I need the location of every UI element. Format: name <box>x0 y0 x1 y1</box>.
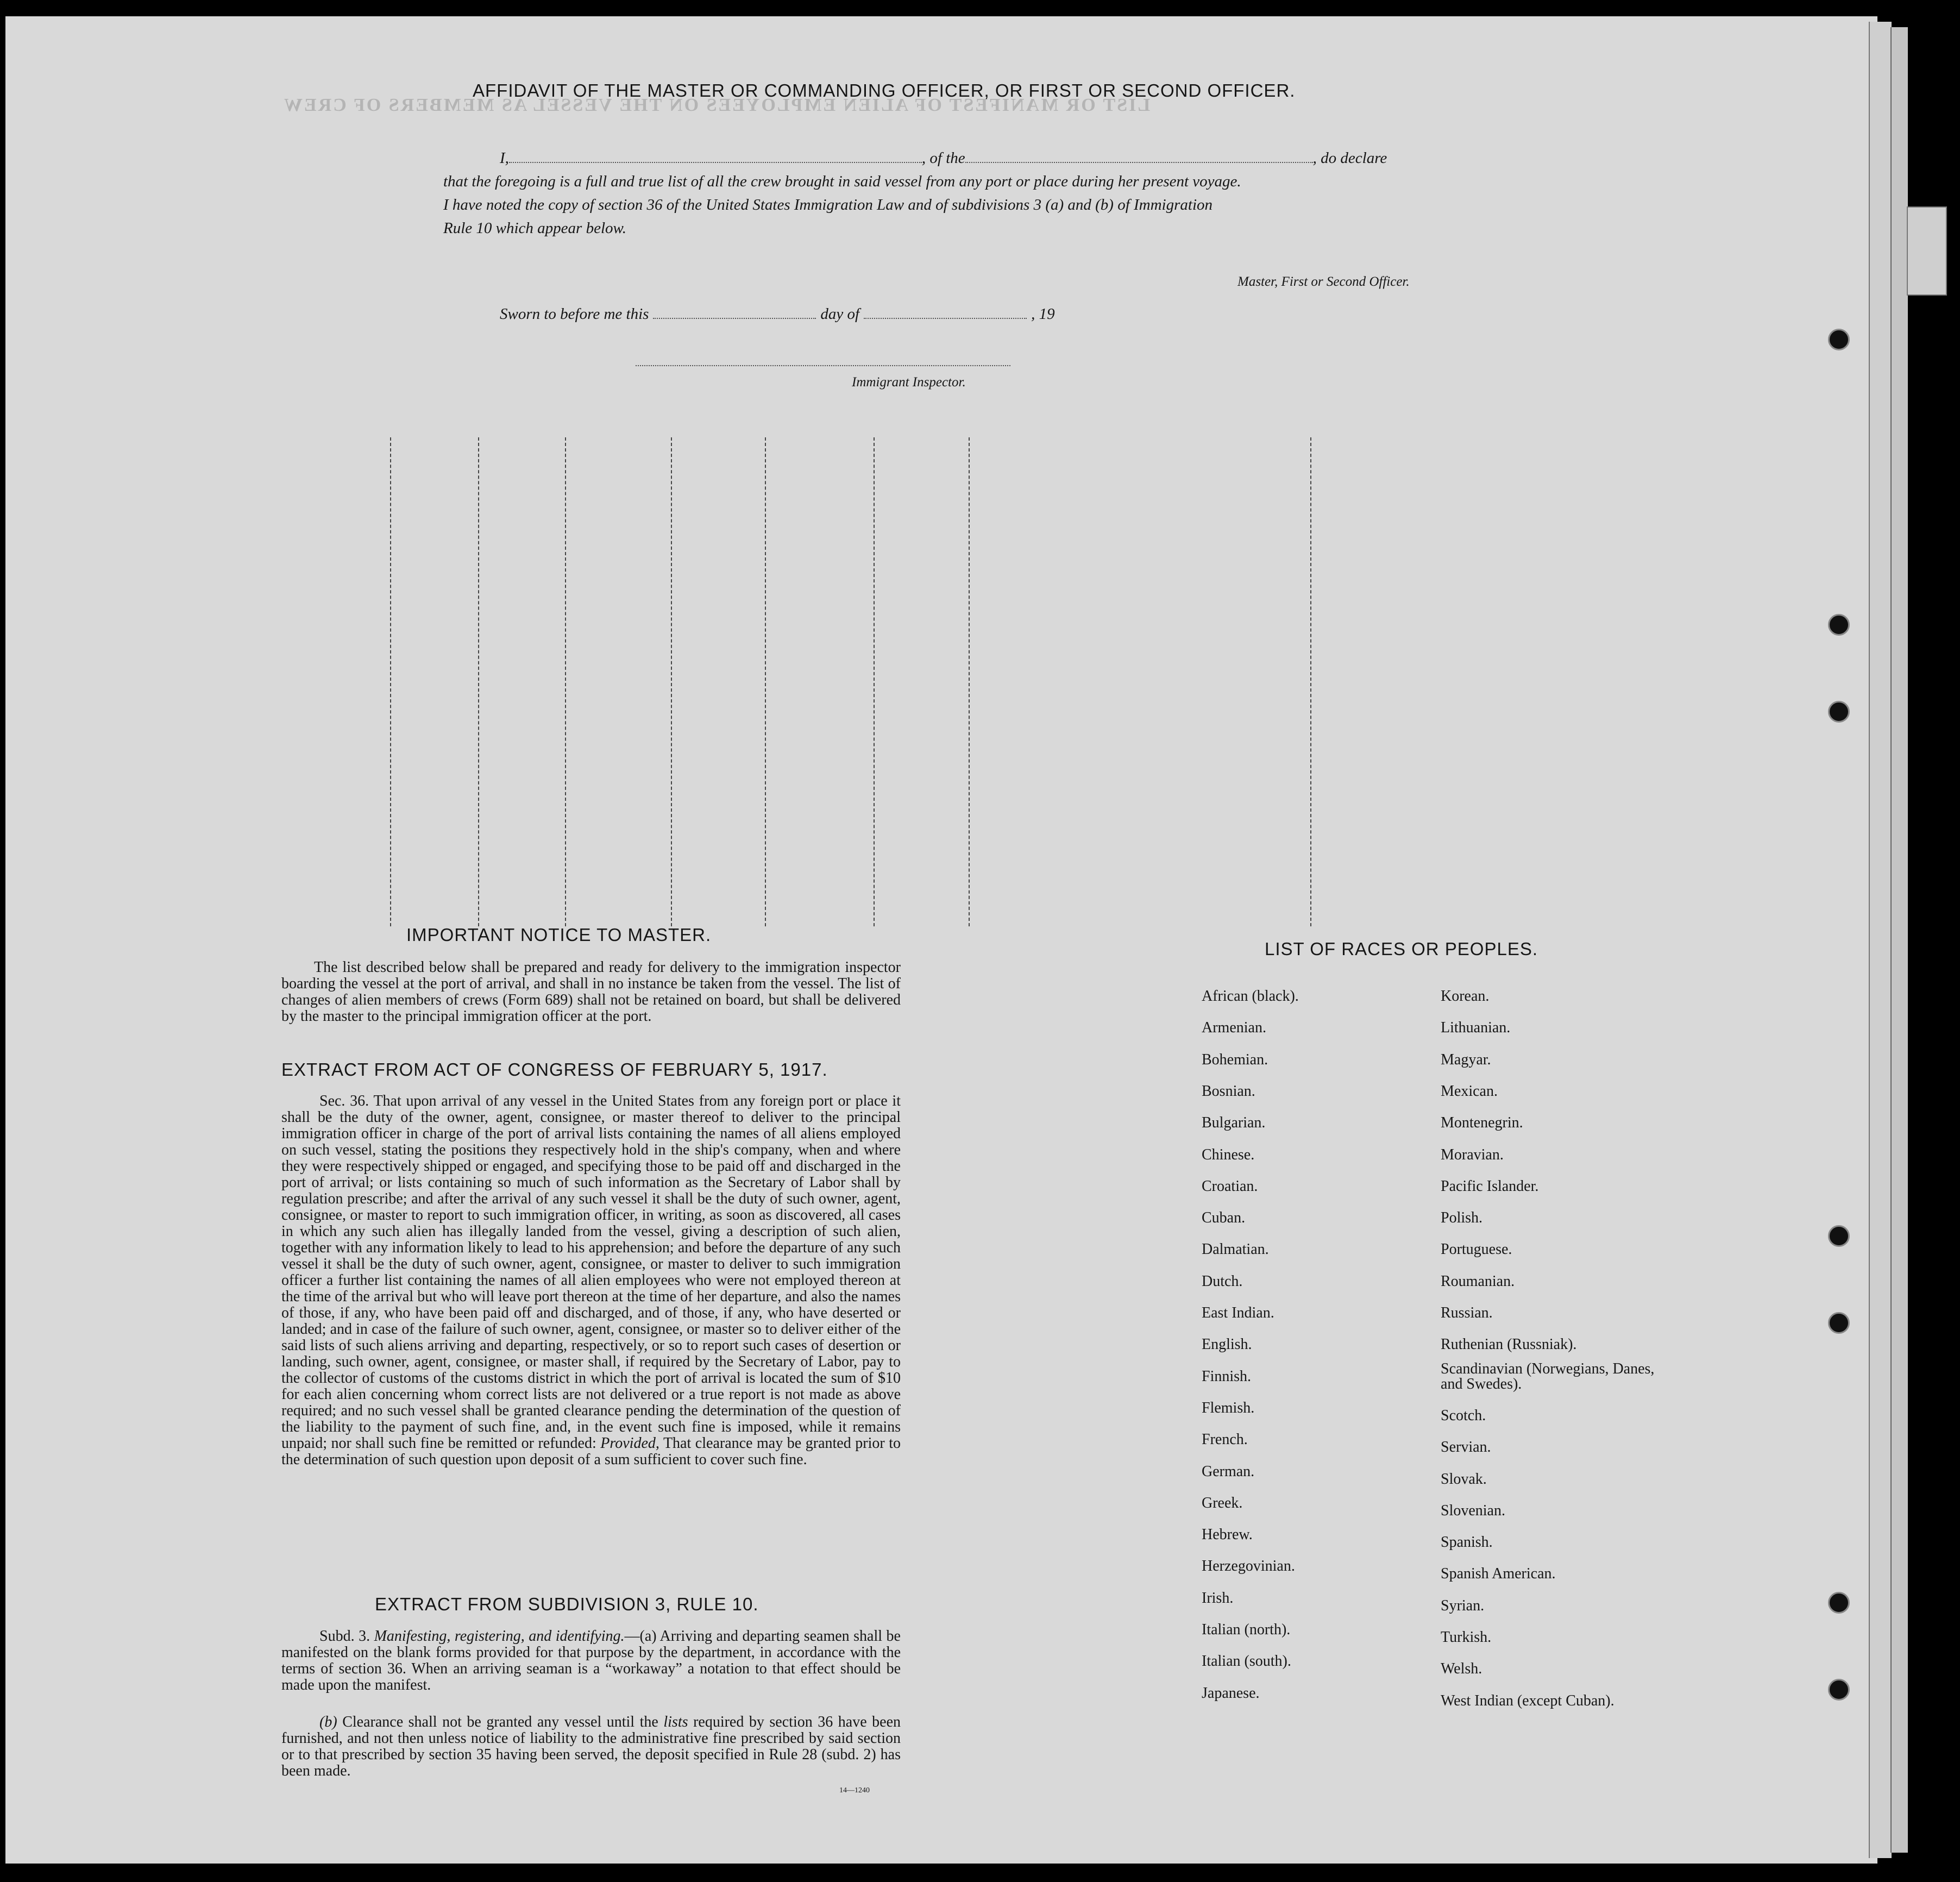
race-item: Spanish. <box>1441 1534 1493 1551</box>
affidavit-line-3: I have noted the copy of section 36 of the United States Immigration Law and of subdivisions 3 (a) and (b) of Immigration <box>443 196 1213 214</box>
race-item: Scandinavian (Norwegians, Danes, and Swedes). <box>1441 1360 1655 1392</box>
race-item: Pacific Islander. <box>1441 1177 1539 1195</box>
binder-hole <box>1828 1679 1850 1701</box>
act-heading: EXTRACT FROM ACT OF CONGRESS OF FEBRUARY 5, 1917. <box>281 1059 828 1080</box>
race-item: Croatian. <box>1202 1177 1258 1195</box>
subd-b-lists: lists <box>663 1714 688 1730</box>
race-item: Italian (south). <box>1202 1653 1291 1670</box>
column-line <box>969 437 971 926</box>
binder-hole <box>1828 1592 1850 1614</box>
race-item: Slovak. <box>1441 1470 1487 1488</box>
column-line <box>478 437 480 926</box>
race-item: Slovenian. <box>1441 1502 1505 1519</box>
races-heading: LIST OF RACES OR PEOPLES. <box>1265 939 1538 959</box>
document-page <box>5 16 1877 1864</box>
binder-hole <box>1828 701 1850 723</box>
name-blank[interactable] <box>509 162 922 163</box>
race-item: Scotch. <box>1441 1407 1486 1424</box>
race-item: Greek. <box>1202 1494 1243 1511</box>
year-text: , 19 <box>1031 305 1055 323</box>
column-line <box>765 437 767 926</box>
race-item: West Indian (except Cuban). <box>1441 1692 1615 1709</box>
column-line <box>1310 437 1312 926</box>
race-item: Dalmatian. <box>1202 1241 1269 1258</box>
page-tab <box>1907 206 1947 296</box>
race-item: Bosnian. <box>1202 1082 1255 1100</box>
race-item: Turkish. <box>1441 1629 1492 1646</box>
form-number: 14—1240 <box>839 1786 870 1795</box>
race-item: Moravian. <box>1441 1146 1504 1163</box>
subd-label: Subd. 3. <box>319 1628 370 1645</box>
race-item: Herzegovinian. <box>1202 1558 1295 1575</box>
notice-text: The list described below shall be prepared and ready for delivery to the immigration inspector boarding the vessel at the port of arrival, and shall in no instance be taken from the vessel. The list of changes of alien members of crews (Form 689) shall not be retained on board, but shall be delivered by the master to the principal immigration officer at the port. <box>281 959 901 1025</box>
race-item: East Indian. <box>1202 1304 1274 1321</box>
binder-hole <box>1828 329 1850 350</box>
page-edge <box>1869 22 1892 1858</box>
proviso-word: Provided, <box>600 1435 659 1452</box>
race-item: Italian (north). <box>1202 1621 1291 1638</box>
affidavit-line-1 <box>500 149 1387 167</box>
inspector-signature-blank[interactable] <box>636 365 1010 366</box>
bleed-through: LIST OR MANIFEST OF ALIEN EMPLOYEES ON THE VESSEL AS MEMBERS OF CREW <box>282 95 1151 115</box>
inspector-label: Immigrant Inspector. <box>852 375 966 390</box>
race-item: Lithuanian. <box>1441 1019 1511 1037</box>
affidavit-of-the: , of the <box>921 149 965 167</box>
race-item: Chinese. <box>1202 1146 1255 1163</box>
subd-b-text-1: Clearance shall not be granted any vessel until the <box>342 1714 658 1730</box>
race-item: English. <box>1202 1336 1252 1353</box>
column-line <box>671 437 673 926</box>
race-item: Russian. <box>1441 1304 1493 1321</box>
race-item: Hebrew. <box>1202 1526 1253 1544</box>
sworn-text: Sworn to before me this <box>500 305 649 323</box>
race-item: Armenian. <box>1202 1019 1266 1037</box>
race-item: Ruthenian (Russniak). <box>1441 1336 1577 1353</box>
proviso-text: That clearance may be granted prior to the determination of such question upon deposit of a sum sufficient to cover such fine. <box>281 1435 901 1468</box>
subd-title: Manifesting, registering, and identifying. <box>374 1628 625 1645</box>
column-line <box>390 437 392 926</box>
race-item: French. <box>1202 1431 1248 1448</box>
race-item: African (black). <box>1202 988 1299 1005</box>
subd-b-text-2: required by section 36 have been furnished, and not then unless notice of liability to the administrative fine prescribed by said section or to that prescribed by section 35 having been served, the deposit specified in Rule 28 (subd. 2) has been made. <box>281 1714 901 1779</box>
race-item: Servian. <box>1441 1439 1491 1456</box>
race-item: Bulgarian. <box>1202 1114 1266 1132</box>
rule-subd-a <box>281 1628 901 1693</box>
page-edge-back <box>1890 27 1908 1853</box>
affidavit-heading: AFFIDAVIT OF THE MASTER OR COMMANDING OFFICER, OR FIRST OR SECOND OFFICER. <box>473 80 1296 101</box>
section-label: Sec. 36. <box>319 1093 369 1109</box>
signature-label: Master, First or Second Officer. <box>1237 274 1410 289</box>
notice-heading: IMPORTANT NOTICE TO MASTER. <box>406 925 712 945</box>
day-blank[interactable] <box>653 318 816 319</box>
rule-heading: EXTRACT FROM SUBDIVISION 3, RULE 10. <box>375 1594 759 1614</box>
race-item: Portuguese. <box>1441 1241 1512 1258</box>
race-item: Welsh. <box>1441 1660 1482 1678</box>
race-item: Dutch. <box>1202 1272 1243 1290</box>
sworn-line <box>500 305 1055 323</box>
affidavit-declare: , do declare <box>1312 149 1387 167</box>
subd-b-label: (b) <box>319 1714 337 1730</box>
race-item: Syrian. <box>1441 1597 1485 1614</box>
rule-subd-b <box>281 1714 901 1779</box>
affidavit-i: I, <box>500 149 509 167</box>
section-36-text: That upon arrival of any vessel in the United States from any foreign port or place it shall be the duty of the owner, agent, consignee, or master thereof to deliver to the principal immigration officer in charge of the port of arrival lists containing the names of all aliens employed on such vessel, stating the positions they respectively hold in the ship's company, when and where they were respectively shipped or engaged, and specifying those to be paid off and discharged in the port of arrival; or lists containing so much of such information as the Secretary of Labor shall by regulation prescribe; and after the arrival of any such vessel it shall be the duty of such owner, agent, consignee, or master to report to such immigration officer, in writing, as soon as discovered, all cases in which any such alien has illegally landed from the vessel, giving a description of such alien, together with any information likely to lead to his apprehension; and before the departure of any such vessel it shall be the duty of such owner, agent, consignee, or master to deliver to such immigration officer a further list containing the names of all alien employees who were not employed thereon at the time of the arrival but who will leave port thereon at the time of her departure, and also the names of those, if any, who have been paid off and discharged, and of those, if any, who have deserted or landed; and in case of the failure of such owner, agent, consignee, or master so to deliver either of the said lists of such aliens arriving and departing, respectively, or so to report such cases of desertion or landing, such owner, agent, consignee, or master shall, if required by the Secretary of Labor, pay to the collector of customs of the customs district in which the port of arrival is located the sum of $10 for each alien concerning whom correct lists are not delivered or a true report is not made as above required; and no such vessel shall be granted clearance pending the determination of the question of the liability to the payment of such fine, and, in the event such fine is imposed, while it remains unpaid; nor shall such fine be remitted or refunded: <box>281 1093 901 1452</box>
column-line <box>565 437 567 926</box>
race-item: Magyar. <box>1441 1051 1491 1068</box>
vessel-blank[interactable] <box>965 162 1313 163</box>
race-item: Irish. <box>1202 1589 1234 1607</box>
race-item: German. <box>1202 1463 1255 1480</box>
affidavit-line-4: Rule 10 which appear below. <box>443 219 626 237</box>
race-item: Mexican. <box>1441 1082 1498 1100</box>
race-item: Flemish. <box>1202 1399 1255 1416</box>
day-of-text: day of <box>820 305 860 323</box>
affidavit-line-2: that the foregoing is a full and true list of all the crew brought in said vessel from any port or place during her present voyage. <box>443 173 1241 190</box>
race-item: Finnish. <box>1202 1367 1252 1385</box>
race-item: Roumanian. <box>1441 1272 1515 1290</box>
act-text <box>281 1093 901 1468</box>
race-item: Spanish American. <box>1441 1565 1556 1583</box>
race-item: Korean. <box>1441 988 1490 1005</box>
binder-hole <box>1828 1312 1850 1334</box>
month-blank[interactable] <box>864 318 1027 319</box>
race-item: Japanese. <box>1202 1684 1260 1702</box>
column-line <box>874 437 876 926</box>
race-item: Montenegrin. <box>1441 1114 1523 1132</box>
binder-hole <box>1828 614 1850 636</box>
subd-a-text: —(a) Arriving and departing seamen shall be manifested on the blank forms provided for that purpose by the department, in accordance with the terms of section 36. When an arriving seaman is a “workaway” a notation to that effect should be made upon the manifest. <box>281 1628 901 1693</box>
binder-hole <box>1828 1225 1850 1247</box>
race-item: Cuban. <box>1202 1209 1246 1227</box>
race-item: Polish. <box>1441 1209 1483 1227</box>
race-item: Bohemian. <box>1202 1051 1268 1068</box>
